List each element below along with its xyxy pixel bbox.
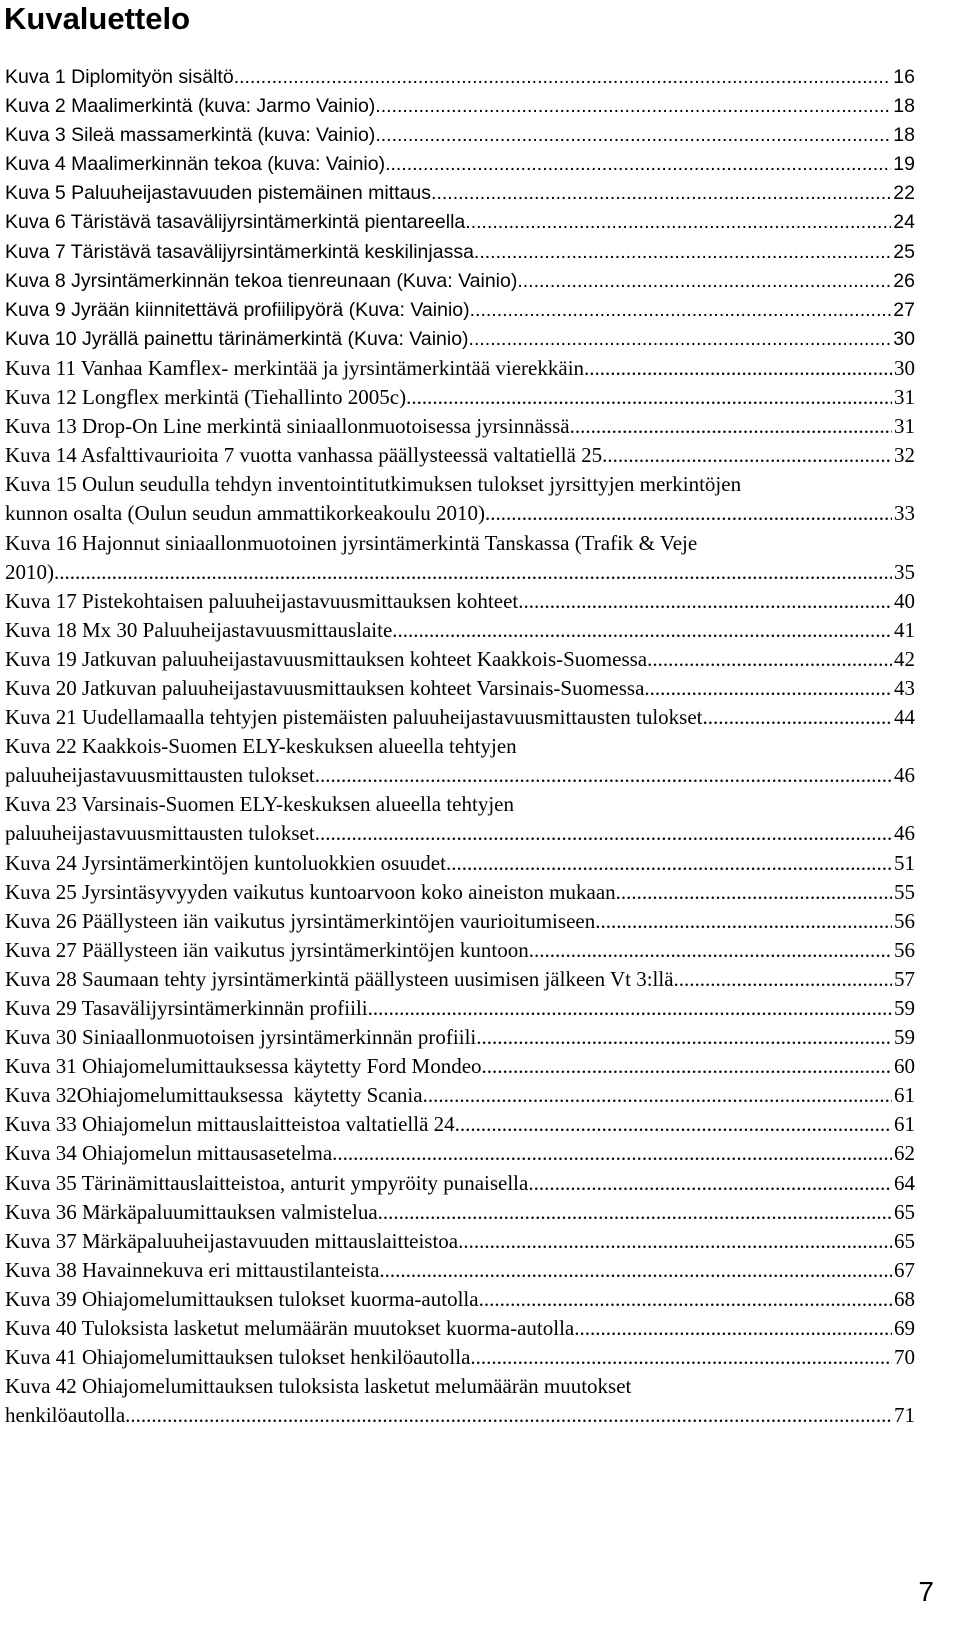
entry-title: Kuva 1 Diplomityön sisältö [5, 66, 234, 88]
entry-title-continuation: paluuheijastavuusmittausten tulokset [5, 821, 315, 846]
list-item[interactable] [5, 1052, 915, 1081]
page-title: Kuvaluettelo [4, 1, 191, 36]
entry-page: 27 [893, 298, 915, 321]
entry-page: 68 [894, 1286, 915, 1311]
entry-page: 32 [894, 443, 915, 468]
entry-title: Kuva 38 Havainnekuva eri mittaustilanteista [5, 1257, 380, 1282]
entry-title: Kuva 41 Ohiajomelumittauksen tulokset henkilöautolla [5, 1345, 471, 1370]
dot-leader [470, 1343, 892, 1372]
dot-leader [375, 121, 891, 150]
list-item[interactable] [5, 645, 915, 674]
entry-title: Kuva 36 Märkäpaluumittauksen valmistelua [5, 1199, 378, 1224]
list-item[interactable] [5, 936, 915, 965]
dot-leader [378, 1198, 892, 1227]
entry-title: Kuva 42 Ohiajomelumittauksen tuloksista lasketut melumäärän muutokset [5, 1374, 632, 1399]
list-item[interactable] [5, 1256, 915, 1285]
entry-title: Kuva 35 Tärinämittauslaitteistoa, anturit ympyröity punaisella [5, 1170, 529, 1195]
entry-title: Kuva 30 Siniaallonmuotoisen jyrsintämerkinnän profiili [5, 1025, 477, 1050]
entry-title: Kuva 37 Märkäpaluuheijastavuuden mittauslaitteistoa [5, 1228, 459, 1253]
entry-page: 19 [893, 153, 915, 176]
list-item[interactable] [5, 238, 915, 267]
entry-page: 16 [893, 66, 915, 88]
dot-leader [234, 63, 892, 92]
list-item[interactable] [5, 703, 915, 732]
list-item[interactable] [5, 470, 915, 528]
list-item[interactable] [5, 878, 915, 907]
entry-title: Kuva 16 Hajonnut siniaallonmuotoinen jyrsintämerkintä Tanskassa (Trafik & Veje [5, 530, 698, 555]
dot-leader [518, 587, 892, 616]
entry-title: Kuva 23 Varsinais-Suomen ELY-keskuksen alueella tehtyjen [5, 792, 514, 817]
entry-title: Kuva 19 Jatkuvan paluuheijastavuusmittauksen kohteet Kaakkois-Suomessa [5, 646, 648, 671]
list-item[interactable] [5, 1314, 915, 1343]
list-item[interactable] [5, 790, 915, 848]
dot-leader [485, 499, 892, 528]
entry-page: 60 [894, 1054, 915, 1079]
entry-page: 46 [894, 763, 915, 788]
list-item[interactable] [5, 354, 915, 383]
entry-page: 41 [894, 617, 915, 642]
list-item[interactable] [5, 849, 915, 878]
entry-page: 61 [894, 1083, 915, 1108]
list-item[interactable] [5, 965, 915, 994]
list-item[interactable] [5, 616, 915, 645]
list-item[interactable] [5, 1198, 915, 1227]
dot-leader [469, 325, 892, 354]
list-item[interactable] [5, 1081, 915, 1110]
list-item[interactable] [5, 92, 915, 121]
entry-page: 31 [894, 385, 915, 410]
entry-title: Kuva 10 Jyrällä painettu tärinämerkintä (Kuva: Vainio) [5, 327, 469, 350]
entry-page: 56 [894, 937, 915, 962]
entry-title: Kuva 34 Ohiajomelun mittausasetelma [5, 1141, 333, 1166]
dot-leader [528, 1169, 892, 1198]
entry-page: 57 [894, 966, 915, 991]
entry-page: 59 [894, 996, 915, 1020]
entry-page: 59 [894, 1025, 915, 1050]
entry-page: 31 [894, 414, 915, 439]
list-item[interactable] [5, 1343, 915, 1372]
dot-leader [458, 1227, 892, 1256]
entry-page: 43 [894, 675, 915, 700]
list-item[interactable] [5, 63, 915, 92]
entry-title: Kuva 12 Longflex merkintä (Tiehallinto 2005c) [5, 385, 407, 410]
entry-page: 18 [893, 124, 915, 147]
entry-page: 56 [894, 908, 915, 933]
entry-title: Kuva 8 Jyrsintämerkinnän tekoa tienreunaan (Kuva: Vainio) [5, 269, 518, 292]
dot-leader [332, 1139, 892, 1168]
entry-title: Kuva 15 Oulun seudulla tehdyn inventointitutkimuksen tulokset jyrsittyjen merkintöjen [5, 472, 742, 497]
dot-leader [385, 150, 891, 179]
entry-page: 44 [894, 705, 915, 730]
dot-leader [517, 267, 891, 296]
dot-leader [474, 238, 891, 267]
list-item[interactable] [5, 208, 915, 237]
entry-title: Kuva 22 Kaakkois-Suomen ELY-keskuksen alueella tehtyjen [5, 734, 517, 759]
entry-title: Kuva 27 Päällysteen iän vaikutus jyrsintämerkintöjen kuntoon [5, 937, 529, 962]
entry-title: Kuva 25 Jyrsintäsyvyyden vaikutus kuntoarvoon koko aineiston mukaan [5, 879, 616, 904]
dot-leader [647, 645, 892, 674]
entry-page: 70 [894, 1345, 915, 1370]
dot-leader [482, 1052, 892, 1081]
entry-title: Kuva 28 Saumaan tehty jyrsintämerkintä päällysteen uusimisen jälkeen Vt 3:llä [5, 966, 674, 991]
dot-leader [616, 878, 892, 907]
dot-leader [446, 849, 892, 878]
entry-title: Kuva 7 Täristävä tasavälijyrsintämerkintä keskilinjassa [5, 240, 474, 263]
entry-page: 55 [894, 879, 915, 904]
entry-title: Kuva 14 Asfalttivaurioita 7 vuotta vanhassa päällysteessä valtatiellä 25 [5, 443, 603, 468]
dot-leader [455, 1110, 892, 1139]
entry-title: Kuva 9 Jyrään kiinnitettävä profiilipyörä (Kuva: Vainio) [5, 298, 470, 321]
entry-page: 30 [893, 327, 915, 350]
entry-page: 35 [894, 559, 915, 584]
dot-leader [470, 296, 892, 325]
list-item[interactable] [5, 1372, 915, 1430]
dot-leader [315, 819, 892, 848]
entry-page: 64 [894, 1170, 915, 1195]
dot-leader [423, 1081, 892, 1110]
entry-page: 46 [894, 821, 915, 846]
dot-leader [465, 208, 891, 237]
entry-title: Kuva 26 Päällysteen iän vaikutus jyrsintämerkintöjen vaurioitumiseen [5, 908, 596, 933]
entry-title: Kuva 29 Tasavälijyrsintämerkinnän profiili [5, 996, 368, 1020]
dot-leader [431, 179, 891, 208]
dot-leader [315, 761, 892, 790]
entry-title: Kuva 3 Sileä massamerkintä (kuva: Vainio) [5, 124, 376, 147]
dot-leader [595, 907, 892, 936]
list-item[interactable] [5, 587, 915, 616]
dot-leader [574, 1314, 892, 1343]
dot-leader [406, 383, 892, 412]
entry-title: Kuva 20 Jatkuvan paluuheijastavuusmittauksen kohteet Varsinais-Suomessa [5, 675, 645, 700]
entry-title: Kuva 4 Maalimerkinnän tekoa (kuva: Vainio) [5, 153, 386, 176]
entry-page: 62 [894, 1141, 915, 1166]
entry-title: Kuva 2 Maalimerkintä (kuva: Jarmo Vainio) [5, 95, 376, 118]
dot-leader [644, 674, 892, 703]
list-item[interactable] [5, 907, 915, 936]
entry-title: Kuva 40 Tuloksista lasketut melumäärän muutokset kuorma-autolla [5, 1316, 575, 1341]
entry-page: 33 [894, 501, 915, 526]
list-item[interactable] [5, 179, 915, 208]
entry-page: 65 [894, 1199, 915, 1224]
entry-title: Kuva 17 Pistekohtaisen paluuheijastavuusmittauksen kohteet [5, 588, 519, 613]
list-item[interactable] [5, 1169, 915, 1198]
dot-leader [368, 994, 892, 1023]
list-item[interactable] [5, 529, 915, 587]
list-item[interactable] [5, 383, 915, 412]
entry-page: 42 [894, 646, 915, 671]
list-item[interactable] [5, 732, 915, 790]
dot-leader [54, 558, 892, 587]
list-item[interactable] [5, 1023, 915, 1052]
list-item[interactable] [5, 296, 915, 325]
entry-page: 61 [894, 1112, 915, 1137]
list-item[interactable] [5, 325, 915, 354]
dot-leader [703, 703, 892, 732]
entry-title: Kuva 31 Ohiajomelumittauksessa käytetty Ford Mondeo [5, 1054, 482, 1079]
entry-title-continuation: 2010) [5, 559, 54, 584]
entry-title: Kuva 18 Mx 30 Paluuheijastavuusmittauslaite [5, 617, 393, 642]
list-item[interactable] [5, 150, 915, 179]
entry-page: 22 [893, 182, 915, 205]
list-item[interactable] [5, 1285, 915, 1314]
entry-title: Kuva 5 Paluuheijastavuuden pistemäinen mittaus [5, 182, 432, 205]
entry-page: 25 [893, 240, 915, 263]
entry-page: 51 [894, 850, 915, 875]
dot-leader [674, 965, 892, 994]
entry-title: Kuva 24 Jyrsintämerkintöjen kuntoluokkien osuudet [5, 850, 446, 875]
list-item[interactable] [5, 994, 915, 1023]
dot-leader [584, 354, 892, 383]
entry-title: Kuva 32Ohiajomelumittauksessa käytetty Scania [5, 1083, 423, 1108]
entry-page: 71 [894, 1403, 915, 1428]
list-item[interactable] [5, 1227, 915, 1256]
entry-title: Kuva 6 Täristävä tasavälijyrsintämerkintä pientareella [5, 211, 466, 234]
entry-page: 18 [893, 95, 915, 118]
list-item[interactable] [5, 412, 915, 441]
dot-leader [602, 441, 892, 470]
figure-list [5, 63, 915, 1430]
entry-title-continuation: henkilöautolla [5, 1403, 126, 1428]
list-item[interactable] [5, 441, 915, 470]
dot-leader [379, 1256, 892, 1285]
dot-leader [476, 1023, 892, 1052]
list-item[interactable] [5, 1139, 915, 1168]
entry-page: 24 [893, 211, 915, 234]
list-item[interactable] [5, 1110, 915, 1139]
entry-title: Kuva 33 Ohiajomelun mittauslaitteistoa valtatiellä 24 [5, 1112, 455, 1137]
entry-page: 69 [894, 1316, 915, 1341]
entry-title: Kuva 21 Uudellamaalla tehtyjen pistemäisten paluuheijastavuusmittausten tulokset [5, 705, 703, 730]
page-number: 7 [918, 1576, 934, 1607]
entry-page: 30 [894, 355, 915, 380]
dot-leader [375, 92, 891, 121]
entry-page: 40 [894, 588, 915, 613]
entry-title: Kuva 11 Vanhaa Kamflex- merkintää ja jyrsintämerkintää vierekkäin [5, 355, 585, 380]
entry-title-continuation: paluuheijastavuusmittausten tulokset [5, 763, 315, 788]
dot-leader [529, 936, 892, 965]
list-item[interactable] [5, 674, 915, 703]
entry-page: 67 [894, 1257, 915, 1282]
entry-title-continuation: kunnon osalta (Oulun seudun ammattikorkeakoulu 2010) [5, 501, 485, 526]
dot-leader [570, 412, 892, 441]
dot-leader [125, 1401, 892, 1430]
list-item[interactable] [5, 121, 915, 150]
entry-page: 26 [893, 269, 915, 292]
dot-leader [392, 616, 892, 645]
entry-page: 65 [894, 1228, 915, 1253]
list-item[interactable] [5, 267, 915, 296]
dot-leader [479, 1285, 892, 1314]
entry-title: Kuva 13 Drop-On Line merkintä siniaallonmuotoisessa jyrsinnässä [5, 414, 570, 439]
entry-title: Kuva 39 Ohiajomelumittauksen tulokset kuorma-autolla [5, 1286, 479, 1311]
